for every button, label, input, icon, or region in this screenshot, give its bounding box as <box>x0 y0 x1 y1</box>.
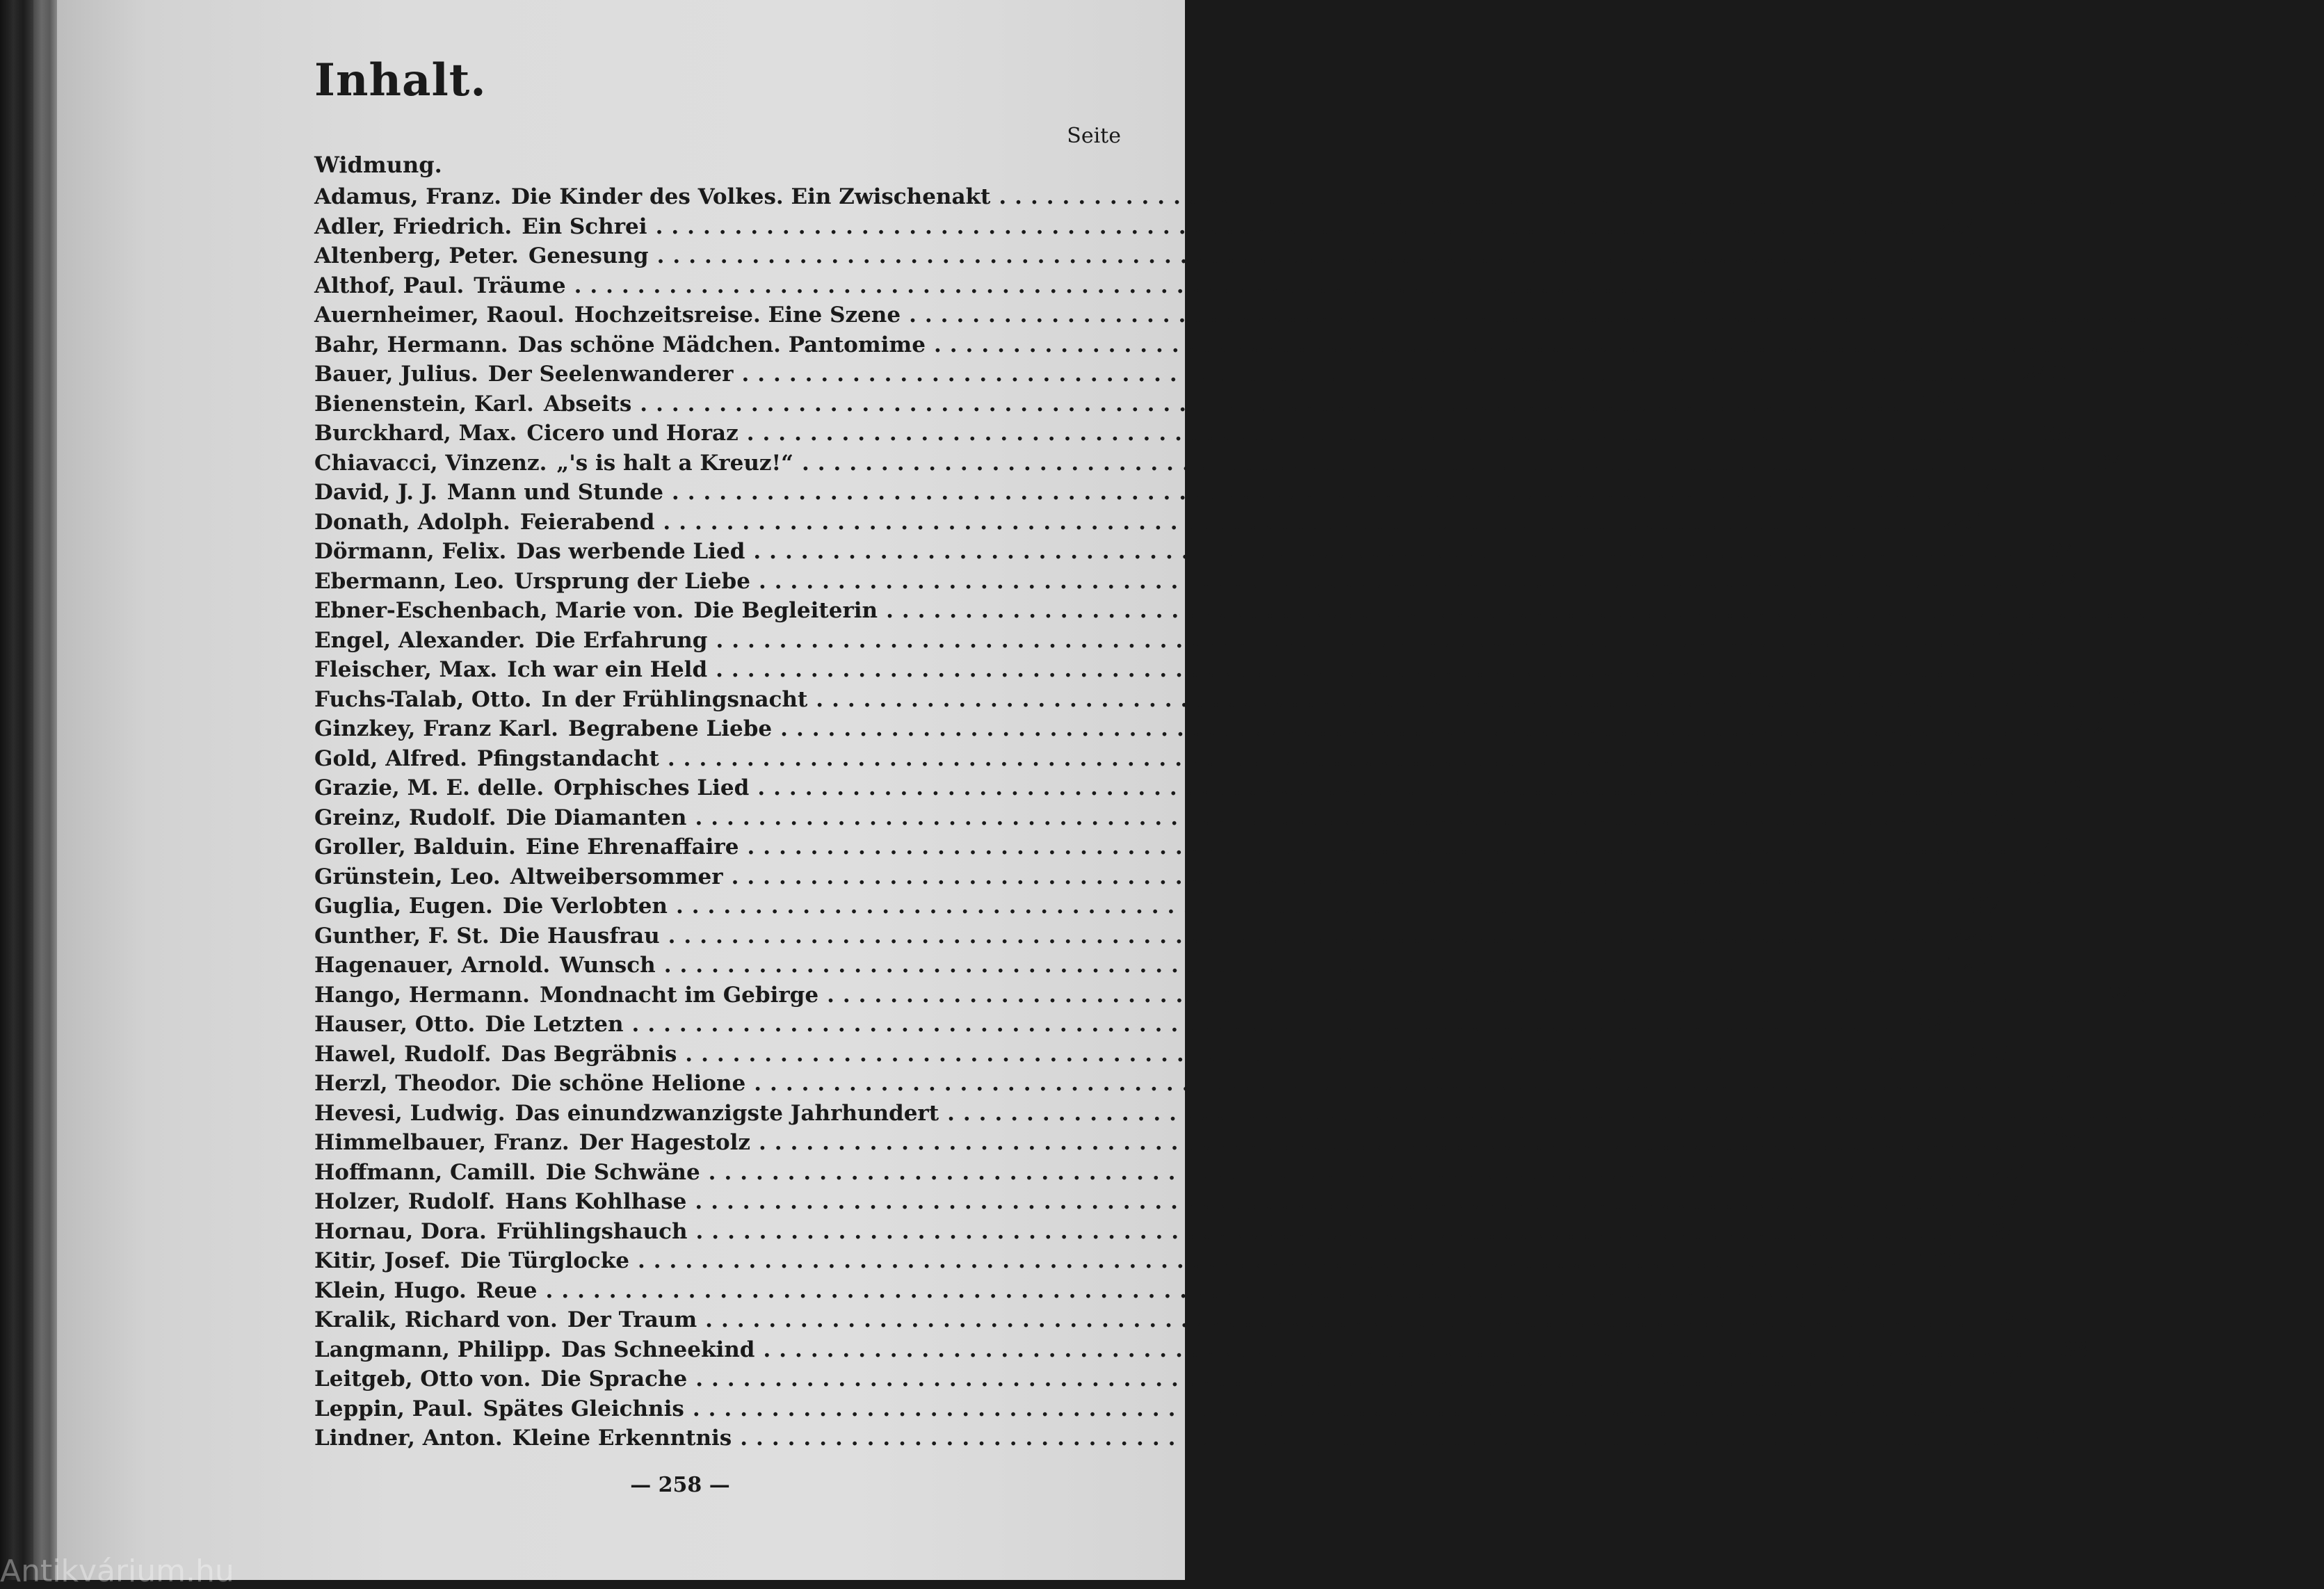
toc-author: Hevesi, Ludwig. <box>314 1100 506 1126</box>
toc-page-number: 190 <box>2038 1130 2084 1155</box>
toc-page-number: 2 <box>2195 598 2211 623</box>
toc-entry <box>314 419 2072 449</box>
page-edge <box>33 0 57 1580</box>
toc-page-number: 8 <box>1967 243 1983 268</box>
toc-title: Mann und Stunde <box>446 480 663 505</box>
toc-author: Langmann, Philipp. <box>314 1337 551 1362</box>
toc-leader-dots: ................................................................................ <box>637 1248 1906 1273</box>
book-binding <box>0 0 33 1580</box>
toc-leader-dots: ................................................................................ <box>816 686 2084 712</box>
toc-entry <box>314 1246 1963 1276</box>
toc-entry <box>314 981 2152 1010</box>
toc-entry <box>314 1364 2021 1394</box>
toc-page-number: 135 <box>2011 864 2056 889</box>
toc-title: Orphisches Lied <box>554 775 750 800</box>
toc-author: Guglia, Eugen. <box>314 894 493 919</box>
toc-author: Bahr, Hermann. <box>314 332 508 357</box>
toc-title: Hochzeitsreise. Eine Szene <box>574 303 901 328</box>
toc-page-number: 123 <box>1944 953 1990 978</box>
toc-leader-dots: ................................................................................ <box>747 834 2015 860</box>
toc-entry <box>314 478 1997 508</box>
toc-page-number: 38 <box>2058 1337 2088 1362</box>
toc-entry <box>314 449 2127 478</box>
toc-page-number: 42 <box>2075 716 2106 741</box>
toc-page-number: 168 <box>1947 745 1993 771</box>
toc-page-number: 236 <box>1912 1012 1957 1037</box>
toc-author: Lindner, Anton. <box>314 1426 503 1451</box>
toc-author: Kitir, Josef. <box>314 1248 451 1273</box>
toc-entry <box>314 389 1965 419</box>
toc-entry <box>314 951 1990 981</box>
toc-entry <box>314 1394 2018 1424</box>
toc-page-number: 148 <box>1825 1277 1871 1303</box>
toc-title: Die Letzten <box>485 1012 624 1037</box>
toc-title: Altweibersommer <box>510 864 723 889</box>
toc-author: Donath, Adolph. <box>314 509 510 535</box>
toc-entry <box>314 300 2234 330</box>
toc-leader-dots: ................................................................................ <box>574 273 1842 298</box>
toc-leader-dots: ................................................................................ <box>708 1159 1977 1185</box>
toc-author: Groller, Balduin. <box>314 834 516 860</box>
toc-page-number: 83 <box>2000 1307 2031 1332</box>
toc-leader-dots: ................................................................................ <box>754 1071 2022 1096</box>
page-title: Inhalt. <box>314 54 487 106</box>
toc-title: Feierabend <box>519 509 655 535</box>
toc-entry <box>314 1099 2273 1129</box>
toc-leader-dots: ................................................................................ <box>695 1366 1964 1392</box>
toc-leader-dots: ................................................................................ <box>801 450 2070 476</box>
toc-page-number: 231 <box>1988 1159 2034 1185</box>
toc-page-number: 15 <box>2204 303 2234 328</box>
toc-page-number: 4 <box>1981 480 1997 505</box>
toc-leader-dots: ................................................................................ <box>731 864 1999 889</box>
toc-page-number: 69 <box>2041 421 2072 446</box>
toc-title: Eine Ehrenaffaire <box>525 834 739 860</box>
toc-author: Hornau, Dora. <box>314 1218 487 1244</box>
toc-title: Das Schneekind <box>560 1337 755 1362</box>
toc-title: Frühlingshauch <box>496 1218 688 1244</box>
toc-entry <box>314 1040 2010 1070</box>
toc-leader-dots: ................................................................................ <box>631 1012 1900 1037</box>
toc-page-number: 197 <box>1955 894 2001 919</box>
toc-title: Die Begleiterin <box>693 598 878 623</box>
toc-author: Hagenauer, Arnold. <box>314 953 551 978</box>
toc-author: Dörmann, Felix. <box>314 539 507 564</box>
toc-entry <box>314 1010 1957 1040</box>
toc-title: Reue <box>476 1277 538 1303</box>
watermark: Antikvárium.hu <box>0 1554 234 1589</box>
toc-leader-dots: ................................................................................ <box>671 480 1940 505</box>
toc-leader-dots: ................................................................................ <box>656 243 1926 268</box>
page-number: — 258 — <box>630 1473 730 1497</box>
toc-author: Althof, Paul. <box>314 273 465 298</box>
toc-author: Herzl, Theodor. <box>314 1071 501 1096</box>
toc-author: Fleischer, Max. <box>314 657 498 682</box>
toc-author: Hauser, Otto. <box>314 1012 476 1037</box>
toc-leader-dots: ................................................................................ <box>663 509 1931 535</box>
toc-title: Die Diamanten <box>506 805 687 830</box>
toc-author: Leitgeb, Otto von. <box>314 1366 531 1392</box>
toc-author: Auernheimer, Raoul. <box>314 303 565 328</box>
toc-entry <box>314 1423 2065 1453</box>
toc-author: Greinz, Rudolf. <box>314 805 497 830</box>
toc-title: Träume <box>474 273 566 298</box>
toc-author: Leppin, Paul. <box>314 1396 474 1421</box>
toc-title: Die Schwäne <box>545 1159 700 1185</box>
toc-author: Himmelbauer, Franz. <box>314 1130 570 1155</box>
toc-author: Bienenstein, Karl. <box>314 391 534 417</box>
toc-leader-dots: ................................................................................ <box>758 568 2027 594</box>
toc-author: Fuchs-Talab, Otto. <box>314 686 532 712</box>
toc-entry <box>314 1217 2021 1247</box>
toc-title: Die Sprache <box>540 1366 688 1392</box>
toc-entry <box>314 1069 2079 1099</box>
toc-leader-dots: ................................................................................ <box>655 213 1923 239</box>
toc-entry <box>314 773 2083 803</box>
toc-page-number: 185 <box>1976 1218 2021 1244</box>
toc-title: Das werbende Lied <box>516 539 745 564</box>
toc-leader-dots: ................................................................................ <box>780 716 2049 741</box>
dedication-entry: Widmung. <box>314 152 442 178</box>
toc-entry <box>314 567 2084 597</box>
toc-leader-dots: ................................................................................ <box>716 627 1984 653</box>
toc-entry <box>314 330 2259 360</box>
toc-page-number: 203 <box>1964 1041 2010 1067</box>
table-of-contents <box>314 182 2324 1453</box>
book-page <box>57 0 2324 1580</box>
toc-author: Hawel, Rudolf. <box>314 1041 492 1067</box>
toc-entry <box>314 182 2324 212</box>
toc-author: Ginzkey, Franz Karl. <box>314 716 558 741</box>
toc-leader-dots: ................................................................................ <box>759 1130 2027 1155</box>
toc-leader-dots: ................................................................................ <box>886 598 2154 623</box>
toc-entry <box>314 508 1988 538</box>
toc-author: Hango, Hermann. <box>314 982 530 1008</box>
toc-author: Klein, Hugo. <box>314 1277 467 1303</box>
toc-leader-dots: ................................................................................ <box>705 1307 1974 1332</box>
toc-leader-dots: ................................................................................ <box>692 1396 1961 1421</box>
toc-entry <box>314 714 2106 744</box>
toc-leader-dots: ................................................................................ <box>827 982 2095 1008</box>
toc-page-number: 91 <box>2035 1426 2065 1451</box>
toc-page-number: 94 <box>2048 539 2079 564</box>
toc-author: Holzer, Rudolf. <box>314 1189 496 1214</box>
toc-author: Kralik, Richard von. <box>314 1307 558 1332</box>
toc-entry <box>314 655 2041 685</box>
toc-entry <box>314 862 2056 892</box>
toc-title: Begrabene Liebe <box>567 716 773 741</box>
toc-page-number: 224 <box>2038 568 2084 594</box>
toc-author: Engel, Alexander. <box>314 627 526 653</box>
toc-leader-dots: ................................................................................ <box>909 303 2177 328</box>
toc-entry <box>314 360 2067 389</box>
toc-title: Der Hagestolz <box>579 1130 751 1155</box>
toc-page-number: 136 <box>1917 1248 1963 1273</box>
toc-leader-dots: ................................................................................ <box>668 923 1937 949</box>
toc-page-number: 14 <box>1990 1366 2021 1392</box>
toc-page-number: 166 <box>1996 627 2041 653</box>
toc-page-number: 165 <box>1919 391 1965 417</box>
toc-entry <box>314 212 1980 242</box>
toc-author: Chiavacci, Vinzenz. <box>314 450 547 476</box>
toc-entry <box>314 537 2079 567</box>
toc-page-number: 252 <box>2227 1100 2273 1126</box>
toc-leader-dots: ................................................................................ <box>757 775 2026 800</box>
toc-author: Bauer, Julius. <box>314 362 478 387</box>
toc-page-number: 34 <box>2097 450 2127 476</box>
toc-page-number: 196 <box>1995 657 2041 682</box>
toc-entry <box>314 596 2211 626</box>
toc-entry <box>314 685 2141 715</box>
toc-entry <box>314 1276 1871 1306</box>
toc-title: Die Hausfrau <box>499 923 660 949</box>
toc-title: Hans Kohlhase <box>505 1189 687 1214</box>
toc-leader-dots: ................................................................................ <box>999 184 2267 209</box>
toc-entry <box>314 921 1994 951</box>
toc-title: Die Erfahrung <box>535 627 708 653</box>
toc-author: Adler, Friedrich. <box>314 213 513 239</box>
toc-title: Die Türglocke <box>460 1248 629 1273</box>
toc-leader-dots: ................................................................................ <box>746 421 2015 446</box>
toc-leader-dots: ................................................................................ <box>716 657 1984 682</box>
toc-leader-dots: ................................................................................ <box>695 1189 1963 1214</box>
toc-entry <box>314 241 1983 271</box>
toc-title: Die schöne Helione <box>510 1071 746 1096</box>
toc-author: Altenberg, Peter. <box>314 243 519 268</box>
toc-author: Grünstein, Leo. <box>314 864 501 889</box>
toc-author: Burckhard, Max. <box>314 421 517 446</box>
toc-title: Genesung <box>528 243 649 268</box>
toc-title: „'s is halt a Kreuz!“ <box>556 450 793 476</box>
toc-title: Ein Schrei <box>522 213 647 239</box>
toc-entry <box>314 744 1993 774</box>
toc-leader-dots: ................................................................................ <box>685 1041 1953 1067</box>
toc-title: In der Frühlingsnacht <box>541 686 808 712</box>
toc-leader-dots: ................................................................................ <box>663 953 1932 978</box>
toc-page-number: 212 <box>1972 1396 2018 1421</box>
toc-author: Ebner-Eschenbach, Marie von. <box>314 598 684 623</box>
toc-page-number: 61 <box>2049 1071 2079 1096</box>
toc-entry <box>314 832 2072 862</box>
toc-leader-dots: ................................................................................ <box>947 1100 2216 1126</box>
toc-author: Ebermann, Leo. <box>314 568 505 594</box>
toc-page-number: 149 <box>2027 834 2072 860</box>
toc-title: Wunsch <box>560 953 656 978</box>
toc-title: Der Traum <box>567 1307 697 1332</box>
toc-page-number: 247 <box>2106 982 2152 1008</box>
toc-title: Das schöne Mädchen. Pantomime <box>517 332 926 357</box>
toc-title: Ursprung der Liebe <box>514 568 750 594</box>
toc-title: Ich war ein Held <box>507 657 708 682</box>
toc-leader-dots: ................................................................................ <box>740 1426 2008 1451</box>
toc-leader-dots: ................................................................................ <box>753 539 2022 564</box>
toc-author: Grazie, M. E. delle. <box>314 775 544 800</box>
toc-author: Adamus, Franz. <box>314 184 502 209</box>
toc-entry <box>314 1128 2084 1158</box>
toc-leader-dots: ................................................................................ <box>675 894 1944 919</box>
toc-page-number: 183 <box>2095 686 2141 712</box>
toc-title: Kleine Erkenntnis <box>512 1426 732 1451</box>
toc-entry <box>314 803 2020 833</box>
toc-entry <box>314 892 2001 921</box>
toc-page-number: 84 <box>2229 332 2259 357</box>
toc-page-number: 13 <box>2052 775 2083 800</box>
toc-leader-dots: ................................................................................ <box>933 332 2202 357</box>
toc-title: Die Kinder des Volkes. Ein Zwischenakt <box>511 184 991 209</box>
toc-entry <box>314 1158 2034 1188</box>
toc-page-number: 91 <box>1869 273 1899 298</box>
toc-leader-dots: ................................................................................ <box>545 1277 1814 1303</box>
toc-title: Das Begräbnis <box>501 1041 677 1067</box>
toc-leader-dots: ................................................................................ <box>640 391 1908 417</box>
toc-author: Hoffmann, Camill. <box>314 1159 536 1185</box>
toc-title: Die Verlobten <box>502 894 668 919</box>
toc-page-number: 169 <box>1975 805 2020 830</box>
toc-page-number: 234 <box>1935 213 1980 239</box>
toc-title: Das einundzwanzigste Jahrhundert <box>515 1100 939 1126</box>
toc-author: Gold, Alfred. <box>314 745 467 771</box>
toc-page-number: 225 <box>1948 923 1994 949</box>
toc-author: Gunther, F. St. <box>314 923 490 949</box>
toc-page-number: 44 <box>2293 184 2324 209</box>
toc-leader-dots: ................................................................................ <box>763 1337 2031 1362</box>
toc-entry <box>314 1187 2020 1217</box>
toc-leader-dots: ................................................................................ <box>695 1218 1964 1244</box>
toc-entry <box>314 271 1899 301</box>
toc-page-number: 157 <box>1975 1189 2020 1214</box>
toc-title: Mondnacht im Gebirge <box>539 982 819 1008</box>
toc-page-number: 240 <box>2022 362 2067 387</box>
toc-entry <box>314 1335 2088 1365</box>
toc-leader-dots: ................................................................................ <box>695 805 1963 830</box>
toc-entry <box>314 626 2041 656</box>
toc-leader-dots: ................................................................................ <box>741 362 2010 387</box>
toc-entry <box>314 1305 2031 1335</box>
toc-title: Pfingstandacht <box>476 745 659 771</box>
toc-leader-dots: ................................................................................ <box>667 745 1936 771</box>
toc-page-number: 251 <box>1943 509 1988 535</box>
toc-title: Cicero und Horaz <box>526 421 739 446</box>
toc-author: David, J. J. <box>314 480 437 505</box>
page-column-header: Seite <box>1067 124 1121 148</box>
toc-title: Abseits <box>543 391 632 417</box>
toc-title: Der Seelenwanderer <box>487 362 734 387</box>
toc-title: Spätes Gleichnis <box>483 1396 684 1421</box>
